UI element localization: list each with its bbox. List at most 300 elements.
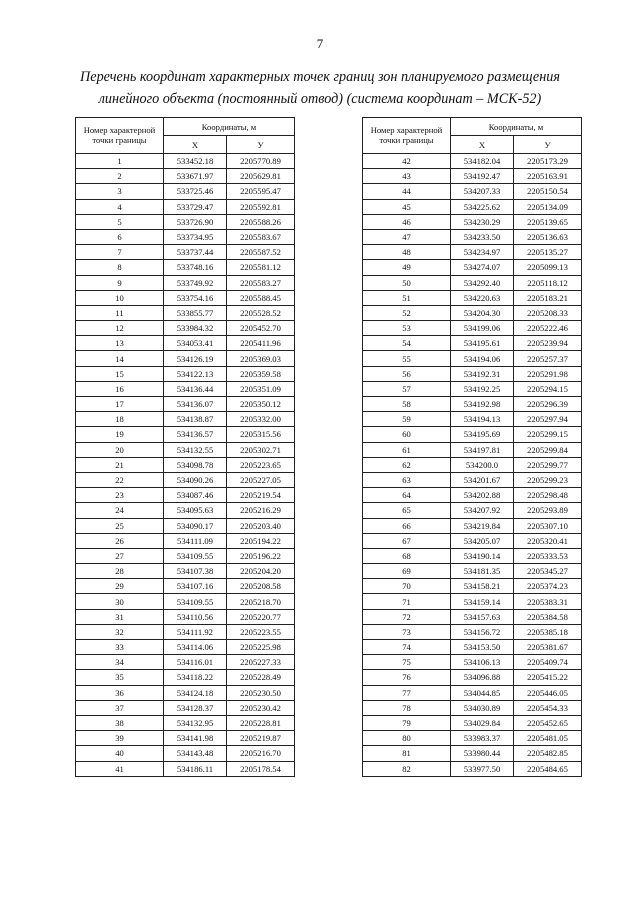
y-coordinate-cell: 2205297.94 — [514, 412, 582, 427]
point-number-cell: 57 — [363, 381, 451, 396]
table-row — [363, 472, 582, 487]
y-coordinate-cell: 2205481.05 — [514, 731, 582, 746]
point-number-cell: 34 — [76, 655, 164, 670]
x-coordinate-cell: 534220.63 — [451, 290, 514, 305]
point-number-cell: 59 — [363, 412, 451, 427]
y-coordinate-cell: 2205446.05 — [514, 685, 582, 700]
table-row — [76, 548, 295, 563]
y-coordinate-cell: 2205415.22 — [514, 670, 582, 685]
y-coordinate-cell: 2205194.22 — [227, 533, 295, 548]
point-number-cell: 32 — [76, 624, 164, 639]
table-row — [76, 381, 295, 396]
table-row — [363, 670, 582, 685]
y-coordinate-cell: 2205381.67 — [514, 640, 582, 655]
point-number-cell: 22 — [76, 472, 164, 487]
y-coordinate-cell: 2205178.54 — [227, 761, 295, 776]
table-row — [363, 518, 582, 533]
point-number-cell: 21 — [76, 457, 164, 472]
point-number-cell: 42 — [363, 154, 451, 169]
x-coordinate-cell: 534200.0 — [451, 457, 514, 472]
y-coordinate-cell: 2205482.85 — [514, 746, 582, 761]
point-number-cell: 65 — [363, 503, 451, 518]
point-number-cell: 10 — [76, 290, 164, 305]
x-coordinate-cell: 534109.55 — [164, 594, 227, 609]
title-line-1: Перечень координат характерных точек границ зон планируемого размещения — [80, 69, 560, 85]
table-row — [76, 761, 295, 776]
y-coordinate-cell: 2205216.29 — [227, 503, 295, 518]
x-coordinate-cell: 534156.72 — [451, 624, 514, 639]
table-row — [363, 746, 582, 761]
point-number-cell: 77 — [363, 685, 451, 700]
y-coordinate-cell: 2205208.33 — [514, 305, 582, 320]
header-y: У — [227, 136, 295, 154]
point-number-cell: 45 — [363, 199, 451, 214]
y-coordinate-cell: 2205230.50 — [227, 685, 295, 700]
x-coordinate-cell: 534153.50 — [451, 640, 514, 655]
x-coordinate-cell: 534118.22 — [164, 670, 227, 685]
y-coordinate-cell: 2205299.15 — [514, 427, 582, 442]
table-row — [76, 579, 295, 594]
point-number-cell: 36 — [76, 685, 164, 700]
y-coordinate-cell: 2205588.26 — [227, 214, 295, 229]
x-coordinate-cell: 534204.30 — [451, 305, 514, 320]
table-row — [76, 412, 295, 427]
y-coordinate-cell: 2205374.23 — [514, 579, 582, 594]
x-coordinate-cell: 534192.47 — [451, 169, 514, 184]
point-number-cell: 53 — [363, 321, 451, 336]
table-row — [76, 260, 295, 275]
point-number-cell: 71 — [363, 594, 451, 609]
y-coordinate-cell: 2205299.23 — [514, 472, 582, 487]
point-number-cell: 54 — [363, 336, 451, 351]
table-row — [363, 655, 582, 670]
point-number-cell: 35 — [76, 670, 164, 685]
header-point-number: Номер характерной точки границы — [363, 118, 451, 154]
point-number-cell: 5 — [76, 214, 164, 229]
table-row — [76, 624, 295, 639]
y-coordinate-cell: 2205629.81 — [227, 169, 295, 184]
point-number-cell: 51 — [363, 290, 451, 305]
x-coordinate-cell: 534110.56 — [164, 609, 227, 624]
point-number-cell: 79 — [363, 715, 451, 730]
point-number-cell: 18 — [76, 412, 164, 427]
x-coordinate-cell: 534192.25 — [451, 381, 514, 396]
table-row — [76, 457, 295, 472]
y-coordinate-cell: 2205134.09 — [514, 199, 582, 214]
x-coordinate-cell: 534106.13 — [451, 655, 514, 670]
point-number-cell: 16 — [76, 381, 164, 396]
x-coordinate-cell: 534292.40 — [451, 275, 514, 290]
x-coordinate-cell: 534195.69 — [451, 427, 514, 442]
y-coordinate-cell: 2205196.22 — [227, 548, 295, 563]
y-coordinate-cell: 2205332.00 — [227, 412, 295, 427]
point-number-cell: 1 — [76, 154, 164, 169]
table-row — [76, 533, 295, 548]
x-coordinate-cell: 534157.63 — [451, 609, 514, 624]
x-coordinate-cell: 534138.87 — [164, 412, 227, 427]
y-coordinate-cell: 2205307.10 — [514, 518, 582, 533]
header-point-number: Номер характерной точки границы — [76, 118, 164, 154]
y-coordinate-cell: 2205225.98 — [227, 640, 295, 655]
x-coordinate-cell: 533749.92 — [164, 275, 227, 290]
point-number-cell: 64 — [363, 488, 451, 503]
table-row — [363, 442, 582, 457]
table-row — [363, 305, 582, 320]
y-coordinate-cell: 2205208.58 — [227, 579, 295, 594]
table-body-left — [76, 154, 295, 777]
x-coordinate-cell: 534207.92 — [451, 503, 514, 518]
table-row — [363, 427, 582, 442]
table-row — [76, 184, 295, 199]
table-row — [363, 199, 582, 214]
x-coordinate-cell: 534233.50 — [451, 229, 514, 244]
table-row — [76, 594, 295, 609]
x-coordinate-cell: 533726.90 — [164, 214, 227, 229]
y-coordinate-cell: 2205359.58 — [227, 366, 295, 381]
table-row — [76, 214, 295, 229]
y-coordinate-cell: 2205595.47 — [227, 184, 295, 199]
coordinates-table-right — [362, 117, 582, 777]
y-coordinate-cell: 2205219.54 — [227, 488, 295, 503]
y-coordinate-cell: 2205385.18 — [514, 624, 582, 639]
point-number-cell: 9 — [76, 275, 164, 290]
x-coordinate-cell: 534096.88 — [451, 670, 514, 685]
x-coordinate-cell: 534107.38 — [164, 564, 227, 579]
x-coordinate-cell: 534107.16 — [164, 579, 227, 594]
point-number-cell: 31 — [76, 609, 164, 624]
x-coordinate-cell: 534087.46 — [164, 488, 227, 503]
table-row — [363, 609, 582, 624]
page-number: 7 — [316, 36, 324, 51]
y-coordinate-cell: 2205294.15 — [514, 381, 582, 396]
table-row — [76, 655, 295, 670]
point-number-cell: 41 — [76, 761, 164, 776]
point-number-cell: 68 — [363, 548, 451, 563]
y-coordinate-cell: 2205136.63 — [514, 229, 582, 244]
point-number-cell: 74 — [363, 640, 451, 655]
x-coordinate-cell: 534111.92 — [164, 624, 227, 639]
y-coordinate-cell: 2205223.55 — [227, 624, 295, 639]
table-row — [363, 169, 582, 184]
point-number-cell: 6 — [76, 229, 164, 244]
point-number-cell: 19 — [76, 427, 164, 442]
y-coordinate-cell: 2205139.65 — [514, 214, 582, 229]
y-coordinate-cell: 2205163.91 — [514, 169, 582, 184]
x-coordinate-cell: 533977.50 — [451, 761, 514, 776]
point-number-cell: 81 — [363, 746, 451, 761]
table-row — [363, 229, 582, 244]
point-number-cell: 28 — [76, 564, 164, 579]
table-row — [76, 397, 295, 412]
point-number-cell: 50 — [363, 275, 451, 290]
y-coordinate-cell: 2205227.05 — [227, 472, 295, 487]
y-coordinate-cell: 2205350.12 — [227, 397, 295, 412]
x-coordinate-cell: 534090.26 — [164, 472, 227, 487]
table-row — [76, 685, 295, 700]
table-row — [363, 290, 582, 305]
table-row — [363, 321, 582, 336]
point-number-cell: 15 — [76, 366, 164, 381]
table-row — [76, 366, 295, 381]
x-coordinate-cell: 534126.19 — [164, 351, 227, 366]
table-row — [76, 229, 295, 244]
y-coordinate-cell: 2205223.65 — [227, 457, 295, 472]
point-number-cell: 38 — [76, 715, 164, 730]
table-row — [363, 715, 582, 730]
table-row — [76, 715, 295, 730]
table-row — [363, 412, 582, 427]
table-row — [363, 488, 582, 503]
header-coordinates: Координаты, м — [451, 118, 582, 136]
point-number-cell: 72 — [363, 609, 451, 624]
table-row — [363, 381, 582, 396]
x-coordinate-cell: 534192.98 — [451, 397, 514, 412]
point-number-cell: 43 — [363, 169, 451, 184]
x-coordinate-cell: 534225.62 — [451, 199, 514, 214]
point-number-cell: 11 — [76, 305, 164, 320]
x-coordinate-cell: 534141.98 — [164, 731, 227, 746]
x-coordinate-cell: 534274.07 — [451, 260, 514, 275]
table-row — [363, 260, 582, 275]
point-number-cell: 58 — [363, 397, 451, 412]
x-coordinate-cell: 534205.07 — [451, 533, 514, 548]
x-coordinate-cell: 534199.06 — [451, 321, 514, 336]
point-number-cell: 78 — [363, 700, 451, 715]
header-coordinates: Координаты, м — [164, 118, 295, 136]
y-coordinate-cell: 2205218.70 — [227, 594, 295, 609]
x-coordinate-cell: 533725.46 — [164, 184, 227, 199]
y-coordinate-cell: 2205411.96 — [227, 336, 295, 351]
point-number-cell: 73 — [363, 624, 451, 639]
x-coordinate-cell: 533983.37 — [451, 731, 514, 746]
point-number-cell: 2 — [76, 169, 164, 184]
x-coordinate-cell: 534197.81 — [451, 442, 514, 457]
y-coordinate-cell: 2205239.94 — [514, 336, 582, 351]
point-number-cell: 70 — [363, 579, 451, 594]
table-row — [363, 761, 582, 776]
y-coordinate-cell: 2205299.77 — [514, 457, 582, 472]
point-number-cell: 20 — [76, 442, 164, 457]
point-number-cell: 40 — [76, 746, 164, 761]
x-coordinate-cell: 534202.88 — [451, 488, 514, 503]
x-coordinate-cell: 534111.09 — [164, 533, 227, 548]
y-coordinate-cell: 2205203.40 — [227, 518, 295, 533]
table-row — [76, 472, 295, 487]
x-coordinate-cell: 534181.35 — [451, 564, 514, 579]
point-number-cell: 80 — [363, 731, 451, 746]
y-coordinate-cell: 2205581.12 — [227, 260, 295, 275]
y-coordinate-cell: 2205452.70 — [227, 321, 295, 336]
y-coordinate-cell: 2205484.65 — [514, 761, 582, 776]
table-row — [76, 427, 295, 442]
point-number-cell: 27 — [76, 548, 164, 563]
table-row — [363, 397, 582, 412]
point-number-cell: 29 — [76, 579, 164, 594]
x-coordinate-cell: 534234.97 — [451, 245, 514, 260]
point-number-cell: 46 — [363, 214, 451, 229]
y-coordinate-cell: 2205173.29 — [514, 154, 582, 169]
y-coordinate-cell: 2205583.67 — [227, 229, 295, 244]
y-coordinate-cell: 2205099.13 — [514, 260, 582, 275]
table-row — [363, 366, 582, 381]
x-coordinate-cell: 533754.16 — [164, 290, 227, 305]
y-coordinate-cell: 2205333.53 — [514, 548, 582, 563]
x-coordinate-cell: 534095.63 — [164, 503, 227, 518]
y-coordinate-cell: 2205220.77 — [227, 609, 295, 624]
table-row — [76, 245, 295, 260]
y-coordinate-cell: 2205369.03 — [227, 351, 295, 366]
table-row — [76, 290, 295, 305]
y-coordinate-cell: 2205592.81 — [227, 199, 295, 214]
y-coordinate-cell: 2205228.49 — [227, 670, 295, 685]
x-coordinate-cell: 534194.06 — [451, 351, 514, 366]
x-coordinate-cell: 534159.14 — [451, 594, 514, 609]
x-coordinate-cell: 534128.37 — [164, 700, 227, 715]
y-coordinate-cell: 2205257.37 — [514, 351, 582, 366]
x-coordinate-cell: 533734.95 — [164, 229, 227, 244]
point-number-cell: 52 — [363, 305, 451, 320]
point-number-cell: 55 — [363, 351, 451, 366]
table-row — [363, 184, 582, 199]
point-number-cell: 67 — [363, 533, 451, 548]
point-number-cell: 49 — [363, 260, 451, 275]
y-coordinate-cell: 2205345.27 — [514, 564, 582, 579]
point-number-cell: 14 — [76, 351, 164, 366]
table-row — [76, 564, 295, 579]
x-coordinate-cell: 534136.57 — [164, 427, 227, 442]
table-row — [76, 351, 295, 366]
x-coordinate-cell: 534190.14 — [451, 548, 514, 563]
table-row — [363, 457, 582, 472]
point-number-cell: 61 — [363, 442, 451, 457]
point-number-cell: 56 — [363, 366, 451, 381]
table-row — [363, 351, 582, 366]
table-row — [76, 640, 295, 655]
table-row — [363, 214, 582, 229]
y-coordinate-cell: 2205409.74 — [514, 655, 582, 670]
y-coordinate-cell: 2205383.31 — [514, 594, 582, 609]
y-coordinate-cell: 2205384.58 — [514, 609, 582, 624]
x-coordinate-cell: 534053.41 — [164, 336, 227, 351]
table-row — [363, 154, 582, 169]
x-coordinate-cell: 533737.44 — [164, 245, 227, 260]
x-coordinate-cell: 534182.04 — [451, 154, 514, 169]
y-coordinate-cell: 2205583.27 — [227, 275, 295, 290]
y-coordinate-cell: 2205228.81 — [227, 715, 295, 730]
point-number-cell: 12 — [76, 321, 164, 336]
table-row — [76, 670, 295, 685]
point-number-cell: 24 — [76, 503, 164, 518]
y-coordinate-cell: 2205302.71 — [227, 442, 295, 457]
point-number-cell: 33 — [76, 640, 164, 655]
y-coordinate-cell: 2205222.46 — [514, 321, 582, 336]
table-row — [363, 245, 582, 260]
point-number-cell: 60 — [363, 427, 451, 442]
table-row — [76, 442, 295, 457]
y-coordinate-cell: 2205351.09 — [227, 381, 295, 396]
coordinates-table-left — [75, 117, 295, 777]
x-coordinate-cell: 534136.44 — [164, 381, 227, 396]
x-coordinate-cell: 534098.78 — [164, 457, 227, 472]
title-line-2: линейного объекта (постоянный отвод) (система координат – МСК-52) — [98, 91, 542, 107]
y-coordinate-cell: 2205452.65 — [514, 715, 582, 730]
y-coordinate-cell: 2205204.20 — [227, 564, 295, 579]
y-coordinate-cell: 2205150.54 — [514, 184, 582, 199]
point-number-cell: 3 — [76, 184, 164, 199]
point-number-cell: 23 — [76, 488, 164, 503]
document-title — [40, 66, 600, 110]
table-row — [76, 199, 295, 214]
header-x: X — [451, 136, 514, 154]
x-coordinate-cell: 534195.61 — [451, 336, 514, 351]
header-y: У — [514, 136, 582, 154]
point-number-cell: 13 — [76, 336, 164, 351]
point-number-cell: 48 — [363, 245, 451, 260]
y-coordinate-cell: 2205320.41 — [514, 533, 582, 548]
point-number-cell: 39 — [76, 731, 164, 746]
table-row — [363, 564, 582, 579]
x-coordinate-cell: 533748.16 — [164, 260, 227, 275]
point-number-cell: 25 — [76, 518, 164, 533]
table-row — [76, 609, 295, 624]
y-coordinate-cell: 2205454.33 — [514, 700, 582, 715]
table-row — [76, 518, 295, 533]
y-coordinate-cell: 2205770.89 — [227, 154, 295, 169]
x-coordinate-cell: 534044.85 — [451, 685, 514, 700]
x-coordinate-cell: 534219.84 — [451, 518, 514, 533]
y-coordinate-cell: 2205293.89 — [514, 503, 582, 518]
point-number-cell: 7 — [76, 245, 164, 260]
table-body-right — [363, 154, 582, 777]
x-coordinate-cell: 534124.18 — [164, 685, 227, 700]
table-row — [363, 336, 582, 351]
x-coordinate-cell: 534186.11 — [164, 761, 227, 776]
y-coordinate-cell: 2205315.56 — [227, 427, 295, 442]
point-number-cell: 62 — [363, 457, 451, 472]
x-coordinate-cell: 534114.06 — [164, 640, 227, 655]
table-row — [363, 594, 582, 609]
point-number-cell: 8 — [76, 260, 164, 275]
table-row — [76, 746, 295, 761]
point-number-cell: 82 — [363, 761, 451, 776]
y-coordinate-cell: 2205135.27 — [514, 245, 582, 260]
x-coordinate-cell: 534158.21 — [451, 579, 514, 594]
x-coordinate-cell: 534090.17 — [164, 518, 227, 533]
point-number-cell: 66 — [363, 518, 451, 533]
y-coordinate-cell: 2205298.48 — [514, 488, 582, 503]
table-row — [363, 731, 582, 746]
x-coordinate-cell: 534132.95 — [164, 715, 227, 730]
y-coordinate-cell: 2205528.52 — [227, 305, 295, 320]
point-number-cell: 4 — [76, 199, 164, 214]
x-coordinate-cell: 534201.67 — [451, 472, 514, 487]
x-coordinate-cell: 534230.29 — [451, 214, 514, 229]
x-coordinate-cell: 533855.77 — [164, 305, 227, 320]
table-row — [76, 731, 295, 746]
y-coordinate-cell: 2205291.98 — [514, 366, 582, 381]
y-coordinate-cell: 2205230.42 — [227, 700, 295, 715]
table-row — [363, 533, 582, 548]
y-coordinate-cell: 2205588.45 — [227, 290, 295, 305]
point-number-cell: 44 — [363, 184, 451, 199]
x-coordinate-cell: 534192.31 — [451, 366, 514, 381]
x-coordinate-cell: 534030.89 — [451, 700, 514, 715]
x-coordinate-cell: 533729.47 — [164, 199, 227, 214]
table-row — [363, 685, 582, 700]
x-coordinate-cell: 534207.33 — [451, 184, 514, 199]
x-coordinate-cell: 533452.18 — [164, 154, 227, 169]
x-coordinate-cell: 534116.01 — [164, 655, 227, 670]
